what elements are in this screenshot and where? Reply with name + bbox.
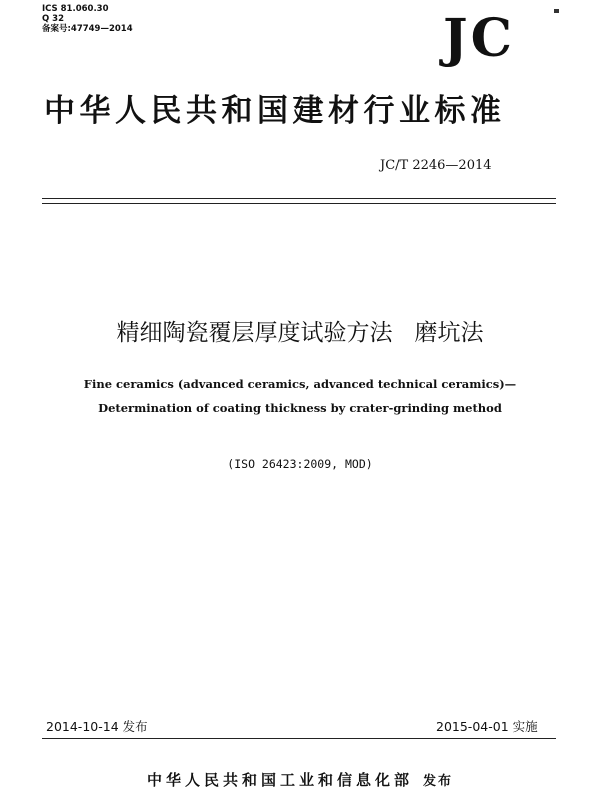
english-title-line-2: Determination of coating thickness by crater-grinding method <box>98 401 502 415</box>
jc-logo: JC <box>443 8 515 69</box>
ics-code: ICS 81.060.30 <box>42 4 109 14</box>
implementation-date: 2015-04-01 实施 <box>436 719 538 734</box>
chinese-title: 精细陶瓷覆层厚度试验方法 磨坑法 <box>116 320 484 346</box>
english-title-line-1: Fine ceramics (advanced ceramics, advanced technical ceramics)— <box>83 377 517 391</box>
publisher-action: 发布 <box>423 774 454 789</box>
record-number: 备案号:47749—2014 <box>42 24 133 34</box>
standard-number: JC/T 2246—2014 <box>380 158 492 173</box>
bottom-divider <box>42 738 556 739</box>
corner-mark <box>554 9 559 13</box>
classification-code: Q 32 <box>42 14 65 24</box>
issue-date: 2014-10-14 发布 <box>46 719 148 734</box>
iso-adoption-note: (ISO 26423:2009, MOD) <box>227 457 373 471</box>
publisher-organization: 中华人民共和国工业和信息化部 <box>146 771 413 789</box>
top-divider-secondary <box>42 203 556 204</box>
top-divider <box>42 198 556 199</box>
standard-category-title: 中华人民共和国建材行业标准 <box>44 93 506 129</box>
publisher <box>120 770 480 792</box>
